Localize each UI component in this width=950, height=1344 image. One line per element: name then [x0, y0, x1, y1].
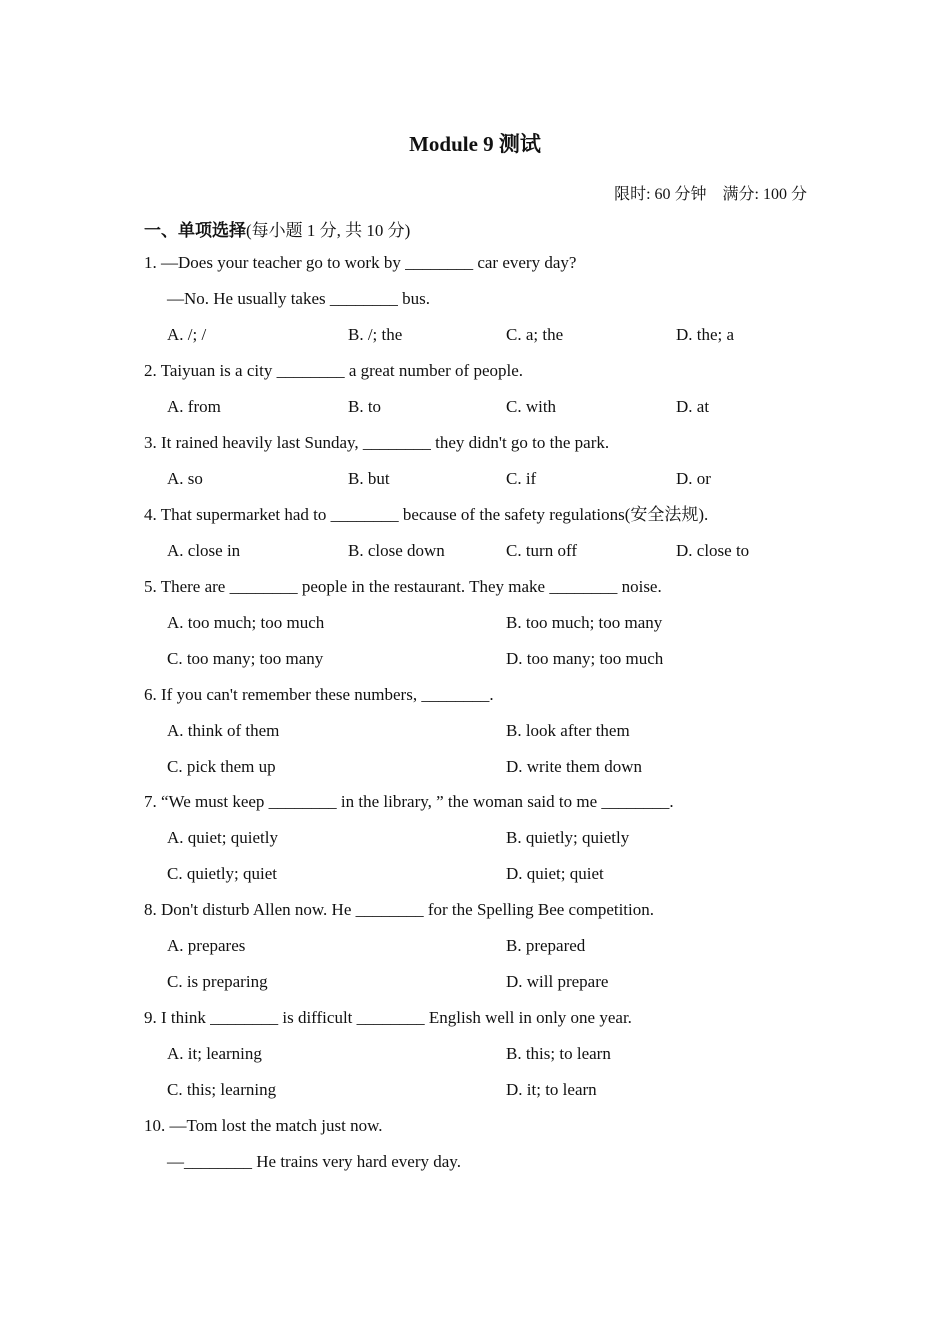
question-1-response: —No. He usually takes ________ bus.: [167, 289, 431, 308]
q4-option-b: B. close down: [348, 541, 445, 560]
q6-option-c: C. pick them up: [167, 757, 276, 776]
question-9-stem: 9. I think ________ is difficult ________ English well in only one year.: [144, 1008, 632, 1027]
q7-option-a: A. quiet; quietly: [167, 828, 278, 847]
q6-option-d: D. write them down: [506, 757, 642, 776]
q9-option-d: D. it; to learn: [506, 1080, 597, 1099]
section-title: 一、单项选择: [144, 221, 246, 240]
q3-option-a: A. so: [167, 469, 203, 488]
q5-option-c: C. too many; too many: [167, 649, 324, 668]
q8-option-d: D. will prepare: [506, 972, 609, 991]
q2-option-d: D. at: [676, 397, 710, 416]
q2-option-c: C. with: [506, 397, 557, 416]
q9-option-b: B. this; to learn: [506, 1044, 611, 1063]
page-title: Module 9 测试: [409, 132, 541, 156]
q7-option-b: B. quietly; quietly: [506, 828, 630, 847]
q2-option-b: B. to: [348, 397, 382, 416]
question-4-stem: 4. That supermarket had to ________ because of the safety regulations(安全法规).: [144, 505, 709, 524]
q4-option-c: C. turn off: [506, 541, 577, 560]
question-8-stem: 8. Don't disturb Allen now. He ________ for the Spelling Bee competition.: [144, 900, 655, 919]
q4-option-d: D. close to: [676, 541, 750, 560]
question-3-stem: 3. It rained heavily last Sunday, ________ they didn't go to the park.: [144, 433, 610, 452]
q4-option-a: A. close in: [167, 541, 241, 560]
q9-option-a: A. it; learning: [167, 1044, 262, 1063]
q3-option-d: D. or: [676, 469, 711, 488]
q1-option-d: D. the; a: [676, 325, 735, 344]
q2-option-a: A. from: [167, 397, 221, 416]
question-10-stem: 10. —Tom lost the match just now.: [144, 1116, 383, 1135]
q9-option-c: C. this; learning: [167, 1080, 277, 1099]
q3-option-c: C. if: [506, 469, 537, 488]
section-note: (每小题 1 分, 共 10 分): [246, 221, 411, 240]
q6-option-b: B. look after them: [506, 721, 630, 740]
q1-option-b: B. /; the: [348, 325, 403, 344]
section-heading: [144, 216, 410, 241]
exam-limits: [614, 181, 807, 204]
question-7-stem: 7. “We must keep ________ in the library, ” the woman said to me ________.: [144, 792, 674, 811]
q8-option-b: B. prepared: [506, 936, 586, 955]
time-limit: 限时: 60 分钟: [614, 186, 707, 203]
q5-option-a: A. too much; too much: [167, 613, 325, 632]
question-2-stem: 2. Taiyuan is a city ________ a great number of people.: [144, 361, 524, 380]
q8-option-a: A. prepares: [167, 936, 246, 955]
q7-option-d: D. quiet; quiet: [506, 864, 604, 883]
q7-option-c: C. quietly; quiet: [167, 864, 278, 883]
q3-option-b: B. but: [348, 469, 390, 488]
question-10-response: —________ He trains very hard every day.: [167, 1152, 461, 1171]
q5-option-d: D. too many; too much: [506, 649, 664, 668]
question-5-stem: 5. There are ________ people in the restaurant. They make ________ noise.: [144, 577, 662, 596]
q1-option-a: A. /; /: [167, 325, 207, 344]
q6-option-a: A. think of them: [167, 721, 280, 740]
question-1-stem: 1. —Does your teacher go to work by ________ car every day?: [144, 253, 577, 272]
question-6-stem: 6. If you can't remember these numbers, ________.: [144, 685, 494, 704]
q5-option-b: B. too much; too many: [506, 613, 663, 632]
full-score: 满分: 100 分: [722, 186, 807, 203]
q1-option-c: C. a; the: [506, 325, 564, 344]
q8-option-c: C. is preparing: [167, 972, 268, 991]
